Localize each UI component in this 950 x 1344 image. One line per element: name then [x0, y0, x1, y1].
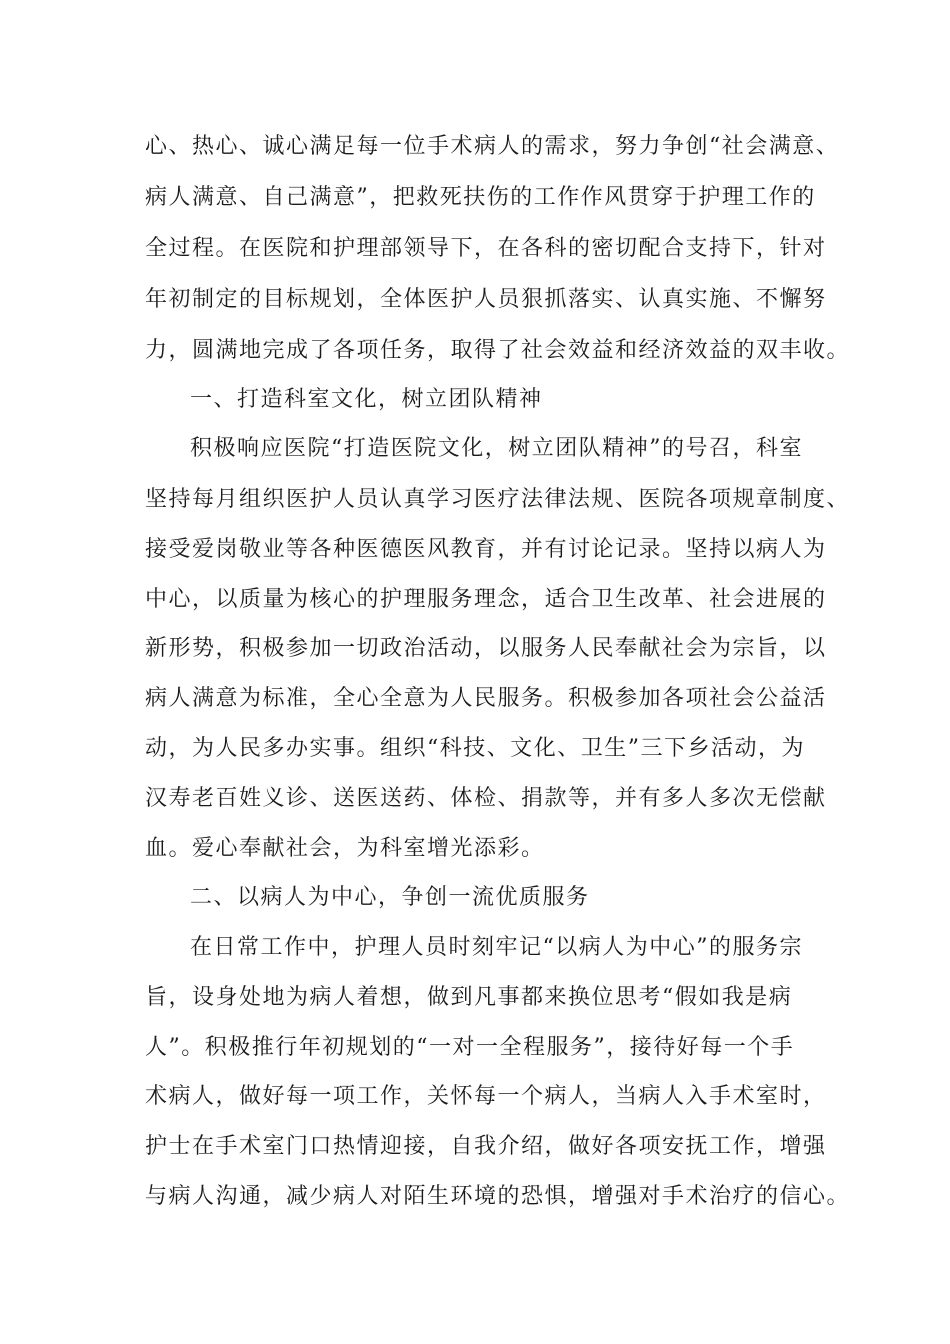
text-line: 护士在手术室门口热情迎接，自我介绍，做好各项安抚工作，增强 — [145, 1134, 827, 1159]
text-line: 坚持每月组织医护人员认真学习医疗法律法规、医院各项规章制度、 — [145, 487, 851, 512]
text-line: 与病人沟通，减少病人对陌生环境的恐惧，增强对手术治疗的信心。 — [145, 1184, 851, 1209]
text-line: 汉寿老百姓义诊、送医送药、体检、捐款等，并有多人多次无偿献 — [145, 786, 827, 811]
text-line: 新形势，积极参加一切政治活动，以服务人民奉献社会为宗旨，以 — [145, 636, 827, 661]
text-line: 人”。积极推行年初规划的“一对一全程服务”，接待好每一个手 — [145, 1035, 795, 1060]
text-line: 在日常工作中，护理人员时刻牢记“以病人为中心”的服务宗 — [190, 935, 803, 960]
section-heading: 二、以病人为中心，争创一流优质服务 — [190, 885, 590, 910]
text-line: 病人满意为标准，全心全意为人民服务。积极参加各项社会公益活 — [145, 686, 827, 711]
text-line: 动，为人民多办实事。组织“科技、文化、卫生”三下乡活动，为 — [145, 736, 805, 761]
text-line: 术病人，做好每一项工作，关怀每一个病人，当病人入手术室时， — [145, 1084, 827, 1109]
text-line: 接受爱岗敬业等各种医德医风教育，并有讨论记录。坚持以病人为 — [145, 537, 827, 562]
text-line: 心、热心、诚心满足每一位手术病人的需求，努力争创“社会满意、 — [145, 134, 840, 159]
section-heading: 一、打造科室文化，树立团队精神 — [190, 387, 543, 412]
text-line: 积极响应医院“打造医院文化，树立团队精神”的号召，科室 — [190, 436, 803, 461]
text-line: 中心，以质量为核心的护理服务理念，适合卫生改革、社会进展的 — [145, 587, 827, 612]
text-line: 力，圆满地完成了各项任务，取得了社会效益和经济效益的双丰收。 — [145, 338, 851, 363]
text-line: 旨，设身处地为病人着想，做到凡事都来换位思考“假如我是病 — [145, 985, 793, 1010]
text-line: 病人满意、自己满意”，把救死扶伤的工作作风贯穿于护理工作的 — [145, 185, 816, 210]
text-line: 年初制定的目标规划，全体医护人员狠抓落实、认真实施、不懈努 — [145, 287, 827, 312]
text-line: 全过程。在医院和护理部领导下，在各科的密切配合支持下，针对 — [145, 236, 827, 261]
text-line: 血。爱心奉献社会，为科室增光添彩。 — [145, 836, 545, 861]
